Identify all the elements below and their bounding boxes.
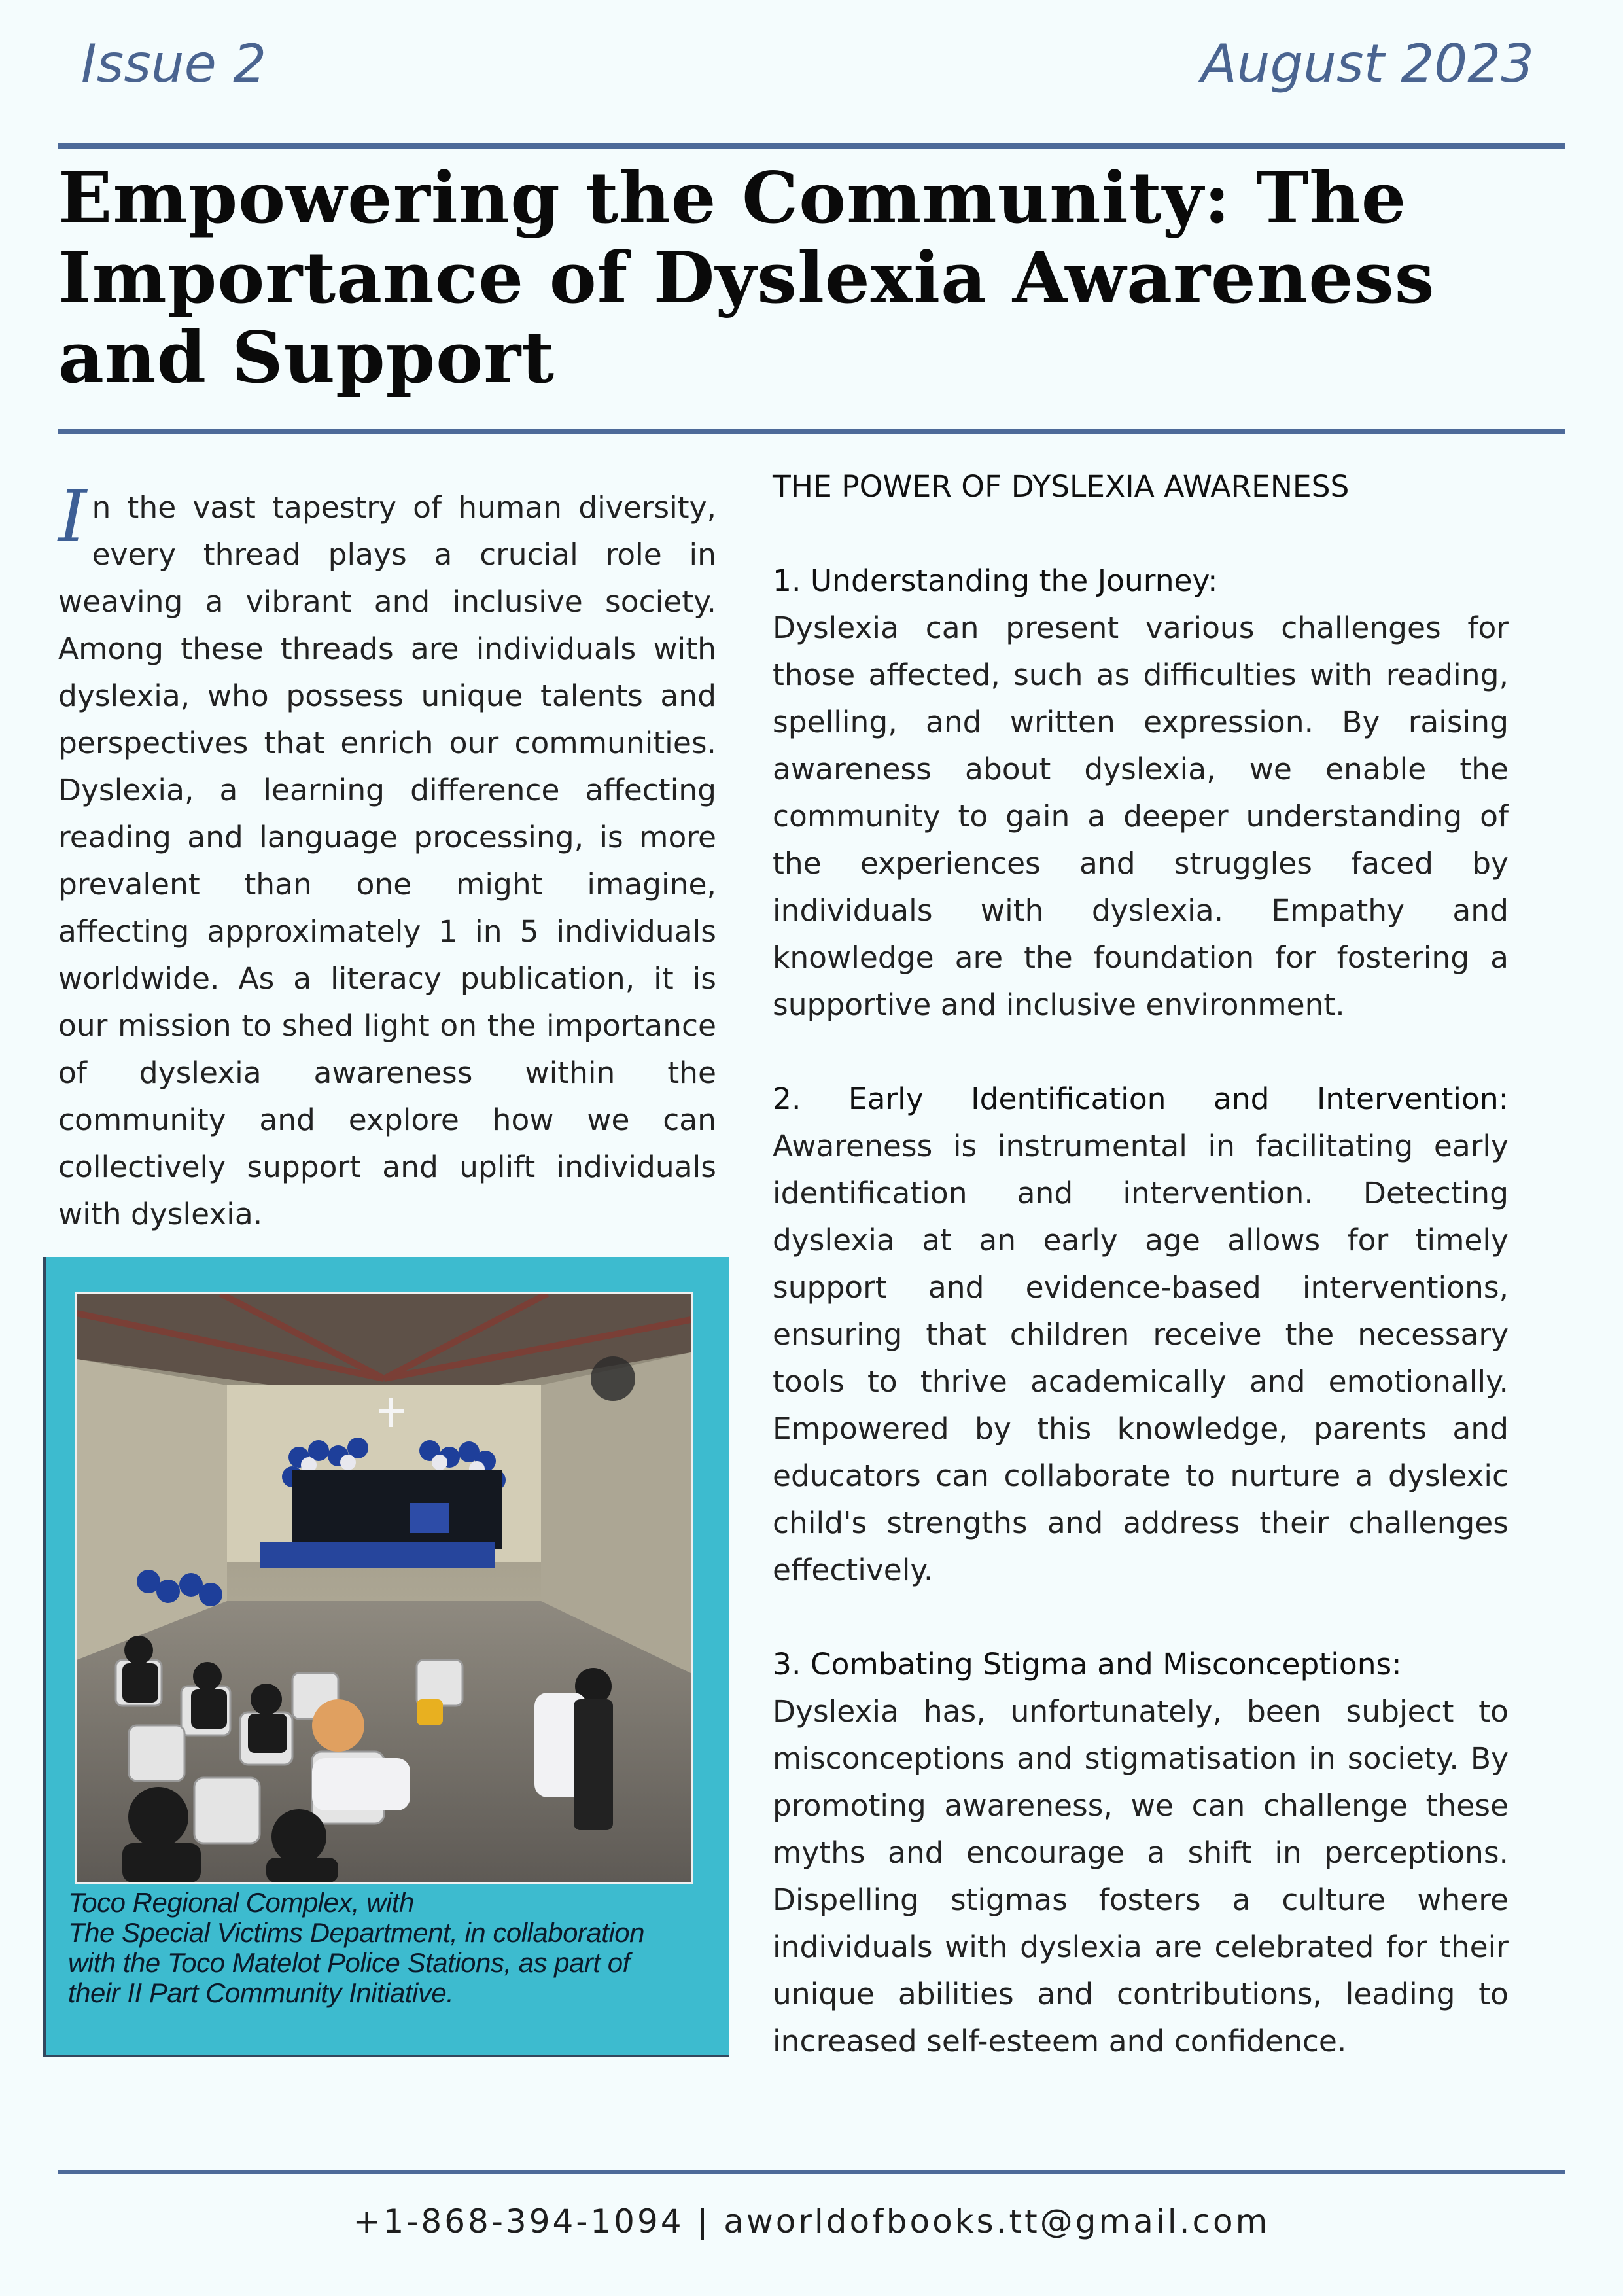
section-2-title: 2. Early Identification and Intervention: [773,1082,1509,1116]
caption-line: with the Toco Matelot Police Stations, as part of [68,1947,630,1978]
caption-line: Toco Regional Complex, with [68,1887,414,1918]
section-3-title: 3. Combating Stigma and Misconceptions: [773,1647,1402,1682]
section-3-body: Dyslexia has, unfortunately, been subject to misconceptions and stigmatisation in society. By promoting awareness, we can challenge these myths and encourage a shift in perceptions. Dispelling stigmas fosters a culture where individuals with dyslexia are celebrated for their unique abilities and contributions, leading to increased self-esteem and confidence. [773,1694,1509,2058]
intro-paragraph [58,474,716,1238]
article-column [773,463,1509,2065]
section-1-title: 1. Understanding the Journey: [773,563,1218,598]
title-divider [58,429,1565,434]
event-photo [75,1292,693,1884]
footer-contact: +1-868-394-1094 | aworldofbooks.tt@gmail.com [353,2202,1270,2240]
section-2-body: Awareness is instrumental in facilitating early identification and intervention. Detecting dyslexia at an early age allows for timely support and evidence-based interventions, ensuring that children receive the necessary tools to thrive academically and emotionally. Empowered by this knowledge, parents and educators can collaborate to nurture a dyslexic child's strengths and address their challenges effectively. [773,1129,1509,1587]
section-heading: THE POWER OF DYSLEXIA AWARENESS [773,469,1350,504]
caption-line: The Special Victims Department, in collaboration [68,1917,644,1948]
photo-frame [43,1257,729,2057]
footer-divider [58,2170,1565,2174]
photo-caption [68,1888,716,2008]
event-photo-illustration [77,1294,691,1882]
issue-number: Issue 2 [81,33,267,94]
intro-text: n the vast tapestry of human diversity, every thread plays a crucial role in weaving a vibrant and inclusive society. Among these threads are individuals with dyslexia, who possess unique talents and perspectives that enrich our communities. Dyslexia, a learning difference affecting reading and language processing, is more prevalent than one might imagine, affecting approximately 1 in 5 individuals worldwide. As a literacy publication, it is our mission to shed light on the importance of dyslexia awareness within the community and explore how we can collectively support and uplift individuals with dyslexia. [58,490,716,1231]
drop-cap: I [58,474,87,558]
issue-date: August 2023 [1201,33,1534,94]
section-1-body: Dyslexia can present various challenges for those affected, such as difficulties with reading, spelling, and written expression. By raising awareness about dyslexia, we enable the community to gain a deeper understanding of the experiences and struggles faced by individuals with dyslexia. Empathy and knowledge are the foundation for fostering a supportive and inclusive environment. [773,610,1509,1022]
article-title: Empowering the Community: The Importance of Dyslexia Awareness and Support [58,157,1435,399]
caption-line: their II Part Community Initiative. [68,1977,454,2008]
top-divider [58,143,1565,149]
